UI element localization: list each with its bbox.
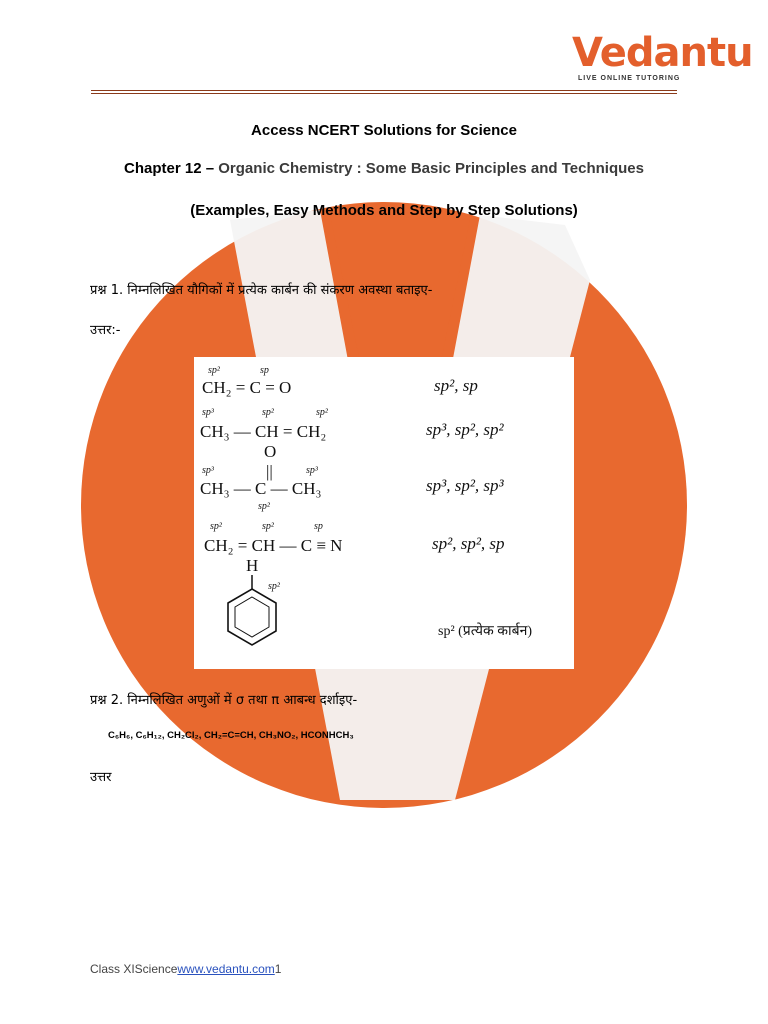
svg-text:H: H bbox=[246, 556, 259, 575]
page-title: Access NCERT Solutions for Science bbox=[251, 122, 517, 139]
chapter-name: Organic Chemistry : Some Basic Principles and Techniques bbox=[218, 160, 644, 177]
svg-text:sp²: sp² bbox=[262, 407, 274, 418]
chapter-heading bbox=[0, 160, 768, 177]
svg-text:sp²: sp² bbox=[258, 501, 270, 512]
hybrid-row-2: sp³, sp², sp² bbox=[426, 420, 504, 439]
svg-text:CH₃ — C — CH₃: CH₃ — C — CH₃ bbox=[200, 479, 322, 498]
svg-text:CH₂ = CH — C ≡ N: CH₂ = CH — C ≡ N bbox=[204, 536, 343, 555]
svg-text:||: || bbox=[266, 462, 273, 481]
svg-text:sp²: sp² bbox=[316, 407, 328, 418]
svg-text:sp: sp bbox=[260, 365, 269, 376]
hybrid-row-3: sp³, sp², sp³ bbox=[426, 476, 504, 495]
svg-text:CH₂ = C = O: CH₂ = C = O bbox=[202, 378, 292, 397]
chapter-prefix: Chapter 12 – bbox=[124, 160, 219, 177]
question-2: प्रश्न 2. निम्नलिखित अणुओं में σ तथा π आबन्ध दर्शाइए- bbox=[90, 693, 358, 708]
page-footer bbox=[90, 962, 281, 976]
svg-text:CH₃ — CH = CH₂: CH₃ — CH = CH₂ bbox=[200, 422, 327, 441]
brand-tagline: LIVE ONLINE TUTORING bbox=[578, 75, 681, 82]
footer-link[interactable]: www.vedantu.com bbox=[177, 962, 275, 976]
page-number: 1 bbox=[274, 962, 282, 976]
question-2-formulas: C₆H₆, C₆H₁₂, CH₂Cl₂, CH₂=C=CH, CH₃NO₂, HCONHCH₃ bbox=[108, 730, 354, 741]
svg-text:sp³: sp³ bbox=[202, 407, 214, 418]
brand-logo: Vedantu bbox=[572, 30, 753, 76]
svg-text:sp: sp bbox=[314, 521, 323, 532]
hybrid-row-1: sp², sp bbox=[434, 376, 478, 395]
svg-text:sp²: sp² bbox=[262, 521, 274, 532]
svg-text:O: O bbox=[264, 442, 277, 461]
header-rule-top bbox=[91, 90, 677, 91]
question-1: प्रश्न 1. निम्नलिखित यौगिकों में प्रत्येक कार्बन की संकरण अवस्था बताइए- bbox=[90, 283, 433, 298]
svg-text:sp²: sp² bbox=[210, 521, 222, 532]
page-subtitle: (Examples, Easy Methods and Step by Step Solutions) bbox=[190, 202, 578, 219]
header-rule-bottom bbox=[91, 93, 677, 94]
svg-text:sp²: sp² bbox=[268, 581, 280, 592]
footer-class-text: Class XIScience bbox=[90, 962, 178, 976]
svg-text:sp³: sp³ bbox=[202, 465, 214, 476]
hybrid-row-4: sp², sp², sp bbox=[432, 534, 505, 553]
answer-1-label: उत्तर:- bbox=[90, 323, 121, 338]
hybrid-row-5: sp² (प्रत्येक कार्बन) bbox=[438, 624, 533, 639]
svg-text:sp³: sp³ bbox=[306, 465, 318, 476]
answer-2-label: उत्तर bbox=[90, 770, 112, 785]
svg-text:sp²: sp² bbox=[208, 365, 220, 376]
hybridization-diagram bbox=[194, 357, 574, 669]
answer-1-image bbox=[194, 357, 574, 669]
